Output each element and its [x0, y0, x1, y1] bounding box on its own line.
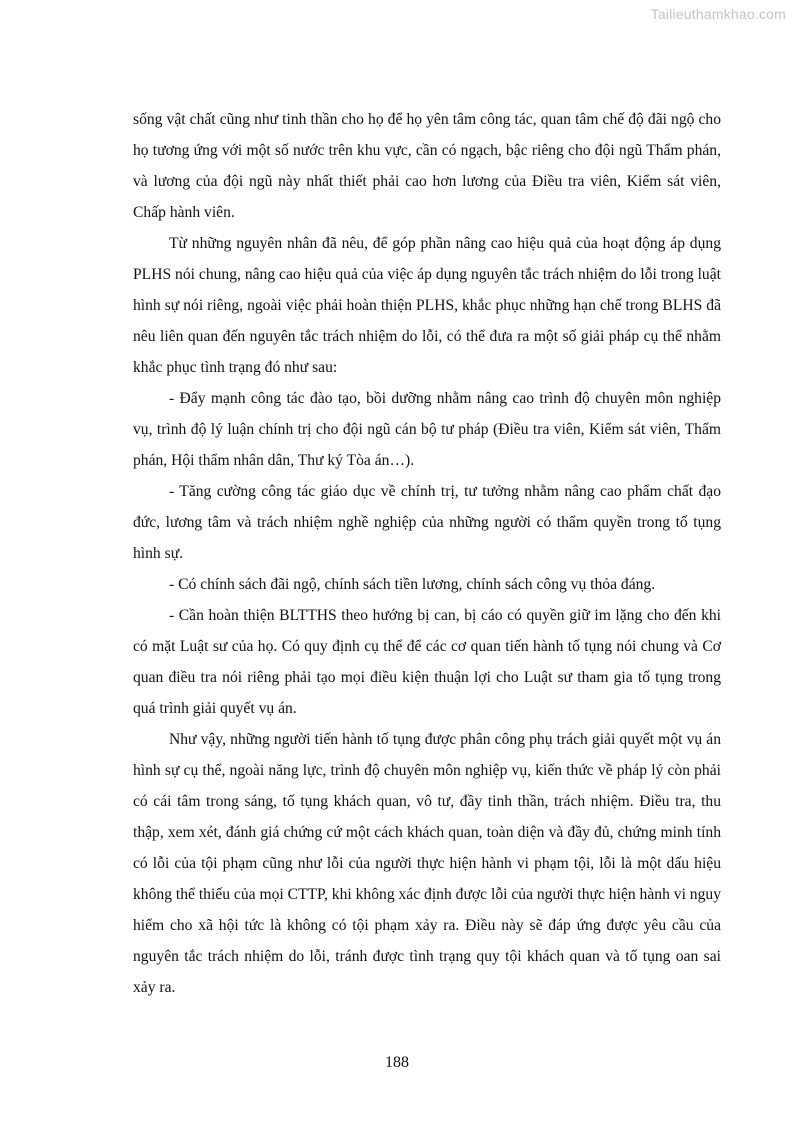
paragraph: Như vậy, những người tiến hành tố tụng được phân công phụ trách giải quyết một vụ án hình sự cụ thể, ngoài năng lực, trình độ chuyên môn nghiệp vụ, kiến thức về pháp lý còn phải có cái tâm trong sáng, tố tụng khách quan, vô tư, đầy tinh thần, trách nhiệm. Điều tra, thu thập, xem xét, đánh giá chứng cứ một cách khách quan, toàn diện và đầy đủ, chứng minh tính có lỗi của tội phạm cũng như lỗi của người thực hiện hành vi phạm tội, lỗi là một dấu hiệu không thể thiếu của mọi CTTP, khi không xác định được lỗi của người thực hiện hành vi nguy hiểm cho xã hội tức là không có tội phạm xảy ra. Điều này sẽ đáp ứng được yêu cầu của nguyên tắc trách nhiệm do lỗi, tránh được tình trạng quy tội khách quan và tố tụng oan sai xảy ra. — [133, 731, 721, 996]
watermark: Tailieuthamkhao.com — [650, 6, 786, 22]
paragraph: - Cần hoàn thiện BLTTHS theo hướng bị can, bị cáo có quyền giữ im lặng cho đến khi có mặt Luật sư của họ. Có quy định cụ thể để các cơ quan tiến hành tố tụng nói chung và Cơ quan điều tra nói riêng phải tạo mọi điều kiện thuận lợi cho Luật sư tham gia tố tụng trong quá trình giải quyết vụ án. — [133, 607, 721, 717]
paragraph: - Đẩy mạnh công tác đào tạo, bồi dưỡng nhằm nâng cao trình độ chuyên môn nghiệp vụ, trình độ lý luận chính trị cho đội ngũ cán bộ tư pháp (Điều tra viên, Kiểm sát viên, Thẩm phán, Hội thẩm nhân dân, Thư ký Tòa án…). — [133, 390, 721, 469]
page-body — [133, 104, 721, 1003]
paragraph: Từ những nguyên nhân đã nêu, để góp phần nâng cao hiệu quả của hoạt động áp dụng PLHS nói chung, nâng cao hiệu quả của việc áp dụng nguyên tắc trách nhiệm do lỗi trong luật hình sự nói riêng, ngoài việc phải hoàn thiện PLHS, khắc phục những hạn chế trong BLHS đã nêu liên quan đến nguyên tắc trách nhiệm do lỗi, có thể đưa ra một số giải pháp cụ thể nhằm khắc phục tình trạng đó như sau: — [133, 235, 721, 376]
paragraph: sống vật chất cũng như tinh thần cho họ để họ yên tâm công tác, quan tâm chế độ đãi ngộ cho họ tương ứng với một số nước trên khu vực, cần có ngạch, bậc riêng cho đội ngũ Thẩm phán, và lương của đội ngũ này nhất thiết phải cao hơn lương của Điều tra viên, Kiểm sát viên, Chấp hành viên. — [133, 111, 721, 221]
page-number: 188 — [385, 1054, 409, 1071]
paragraph: - Tăng cường công tác giáo dục về chính trị, tư tưởng nhằm nâng cao phẩm chất đạo đức, lương tâm và trách nhiệm nghề nghiệp của những người có thẩm quyền trong tố tụng hình sự. — [133, 483, 721, 562]
paragraph: - Có chính sách đãi ngộ, chính sách tiền lương, chính sách công vụ thỏa đáng. — [169, 576, 656, 593]
